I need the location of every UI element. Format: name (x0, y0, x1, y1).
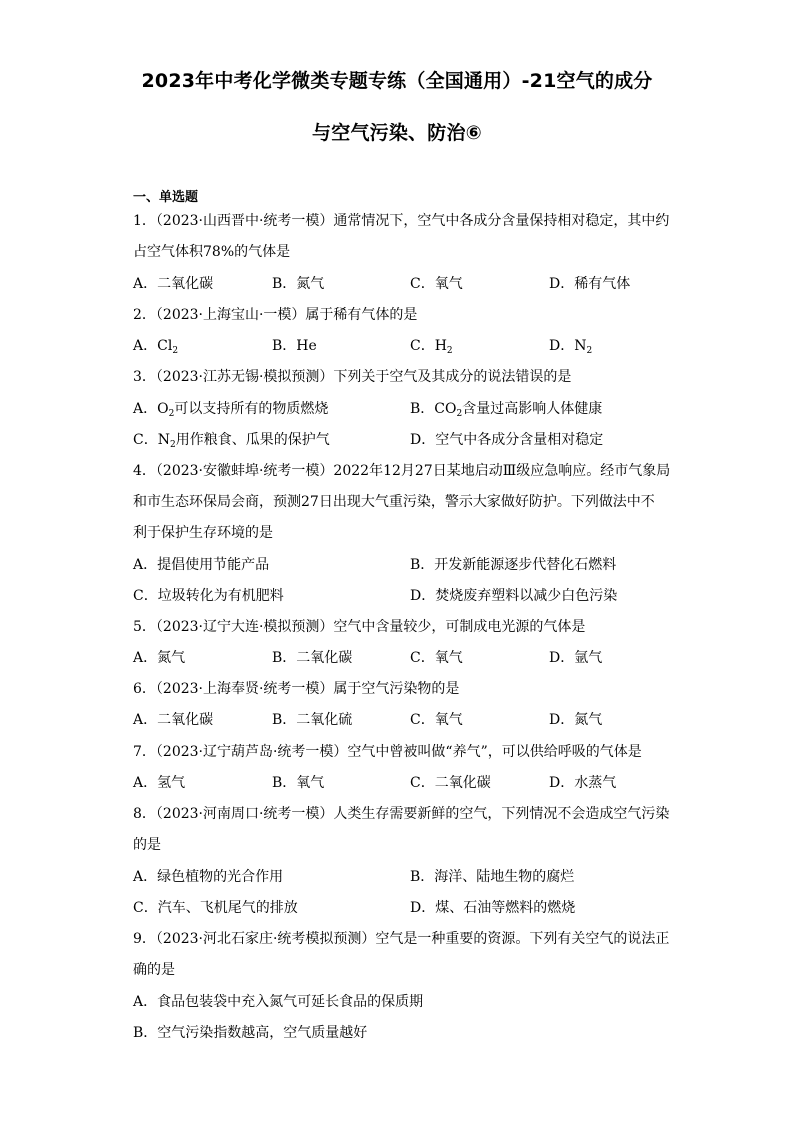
question-5-text: 5．（2023·辽宁大连·模拟预测）空气中含量较少，可制成电光源的气体是 (133, 619, 586, 635)
question-1-option-d: D．稀有气体 (549, 276, 631, 292)
question-4-option-c: C．垃圾转化为有机肥料 (133, 588, 284, 604)
question-4-option-a: A．提倡使用节能产品 (133, 557, 270, 573)
question-9-text-cont: 确的是 (133, 962, 175, 978)
question-3-option-b: B．$CO_2$含量过高影响人体健康 (410, 401, 603, 419)
question-7-option-c: C．二氧化碳 (410, 775, 491, 791)
document-title-line-1: 2023年中考化学微类专题专练（全国通用）-21空气的成分 (141, 70, 653, 92)
question-2-option-b: B．He (272, 338, 317, 354)
question-8-option-d: D．煤、石油等燃料的燃烧 (410, 900, 576, 916)
question-9-option-b: B．空气污染指数越高，空气质量越好 (133, 1025, 368, 1041)
question-4-option-d: D．焚烧废弃塑料以减少白色污染 (410, 588, 618, 604)
question-9-option-a: A．食品包装袋中充入氮气可延长食品的保质期 (133, 994, 424, 1010)
question-4-option-b: B．开发新能源逐步代替化石燃料 (410, 557, 617, 573)
question-1-text: 1．（2023·山西晋中·统考一模）通常情况下，空气中各成分含量保持相对稳定，其中约 (133, 213, 670, 229)
question-8-option-a: A．绿色植物的光合作用 (133, 869, 284, 885)
question-1-option-b: B．氮气 (272, 276, 325, 292)
question-3-option-a: A．$O_2$可以支持所有的物质燃烧 (133, 401, 329, 419)
question-8-text-cont: 的是 (133, 837, 161, 853)
question-7-option-a: A．氢气 (133, 775, 186, 791)
question-6-option-b: B．二氧化硫 (272, 712, 353, 728)
section-heading: 一、单选题 (133, 190, 199, 205)
question-1-option-c: C．氧气 (410, 276, 463, 292)
question-9-text: 9．（2023·河北石家庄·统考模拟预测）空气是一种重要的资源。下列有关空气的说法正 (133, 931, 670, 947)
question-4-text-cont: 和市生态环保局会商，预测27日出现大气重污染，警示大家做好防护。下列做法中不 (133, 494, 655, 510)
question-1-option-a: A．二氧化碳 (133, 276, 214, 292)
question-2-option-c: C．$H_2$ (410, 338, 453, 356)
question-5-option-a: A．氮气 (133, 650, 186, 666)
question-8-option-c: C．汽车、飞机尾气的排放 (133, 900, 298, 916)
question-3-option-d: D．空气中各成分含量相对稳定 (410, 432, 604, 448)
question-8-text: 8．（2023·河南周口·统考一模）人类生存需要新鲜的空气，下列情况不会造成空气污染 (133, 806, 670, 822)
question-5-option-c: C．氧气 (410, 650, 463, 666)
question-7-option-b: B．氧气 (272, 775, 325, 791)
question-7-option-d: D．水蒸气 (549, 775, 617, 791)
question-6-option-a: A．二氧化碳 (133, 712, 214, 728)
question-2-text: 2．（2023·上海宝山·一模）属于稀有气体的是 (133, 307, 418, 323)
question-2-option-d: D．$N_2$ (549, 338, 593, 356)
question-7-text: 7．（2023·辽宁葫芦岛·统考一模）空气中曾被叫做“养气”，可以供给呼吸的气体是 (133, 744, 642, 760)
question-4-text: 4．（2023·安徽蚌埠·统考一模）2022年12月27日某地启动Ⅲ级应急响应。经市气象局 (133, 463, 671, 479)
question-2-option-a: A．$Cl_2$ (133, 338, 179, 356)
question-6-option-d: D．氮气 (549, 712, 603, 728)
question-5-option-d: D．氩气 (549, 650, 603, 666)
question-1-text-cont: 占空气体积78%的气体是 (133, 244, 291, 260)
question-6-option-c: C．氧气 (410, 712, 463, 728)
question-3-option-c: C．$N_2$用作粮食、瓜果的保护气 (133, 432, 330, 450)
document-title-line-2: 与空气污染、防治⑥ (312, 122, 482, 144)
question-4-text-cont-2: 利于保护生存环境的是 (133, 525, 273, 541)
question-5-option-b: B．二氧化碳 (272, 650, 353, 666)
question-6-text: 6．（2023·上海奉贤·统考一模）属于空气污染物的是 (133, 681, 460, 697)
question-8-option-b: B．海洋、陆地生物的腐烂 (410, 869, 575, 885)
question-3-text: 3．（2023·江苏无锡·模拟预测）下列关于空气及其成分的说法错误的是 (133, 369, 572, 385)
